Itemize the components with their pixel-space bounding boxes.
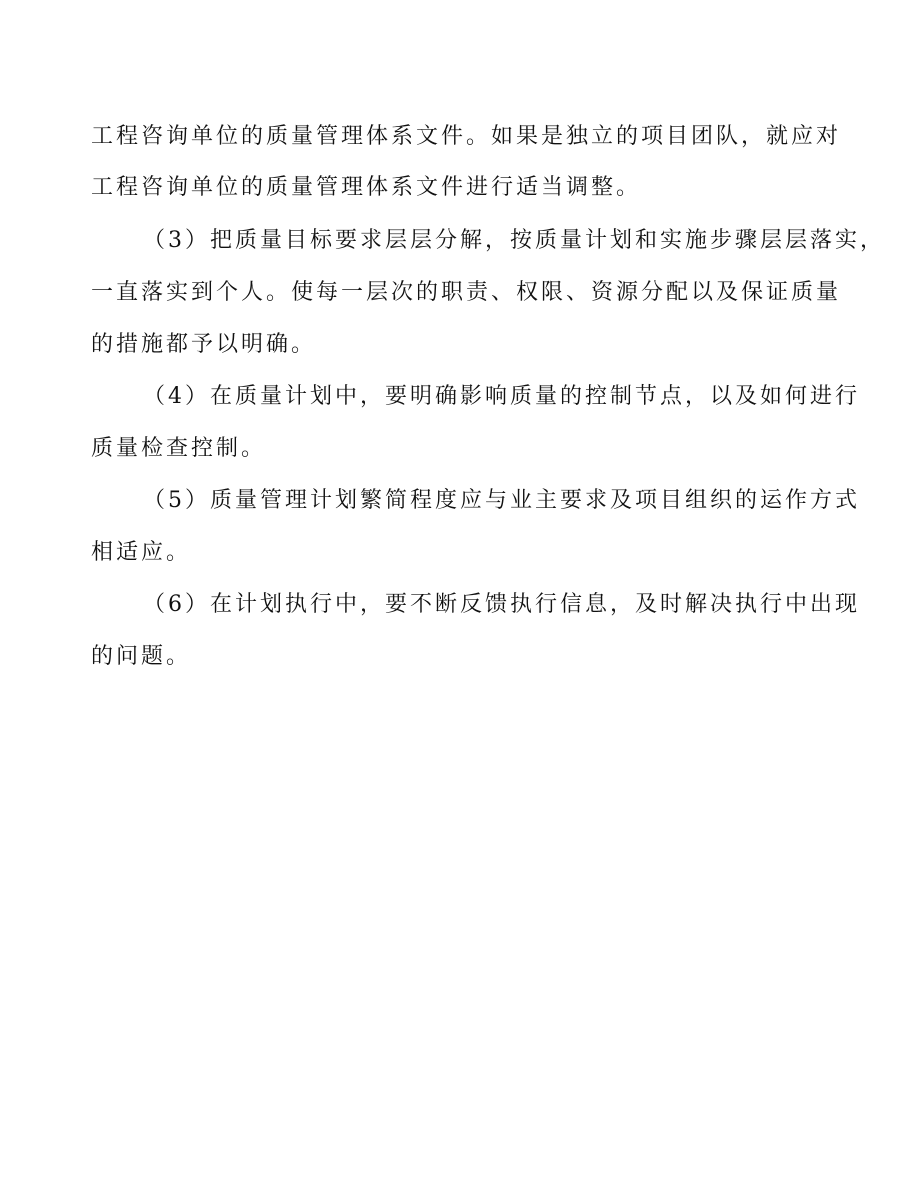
paragraph-line: 工程咨询单位的质量管理体系文件进行适当调整。: [91, 175, 642, 200]
paragraph-line: 工程咨询单位的质量管理体系文件。如果是独立的项目团队，就应对: [91, 124, 842, 149]
paragraph-line-item-4: （4）在质量计划中，要明确影响质量的控制节点，以及如何进行: [143, 384, 860, 409]
paragraph-line-item-5: （5）质量管理计划繁简程度应与业主要求及项目组织的运作方式: [143, 488, 860, 513]
paragraph-line-item-6: （6）在计划执行中，要不断反馈执行信息，及时解决执行中出现: [143, 592, 860, 617]
paragraph-line: 的问题。: [91, 644, 192, 669]
paragraph-line: 相适应。: [91, 540, 192, 565]
paragraph-line: 的措施都予以明确。: [91, 332, 317, 357]
paragraph-line-item-3: （3）把质量目标要求层层分解，按质量计划和实施步骤层层落实，: [143, 228, 885, 253]
paragraph-line: 一直落实到个人。使每一层次的职责、权限、资源分配以及保证质量: [91, 280, 842, 305]
paragraph-line: 质量检查控制。: [91, 436, 267, 461]
